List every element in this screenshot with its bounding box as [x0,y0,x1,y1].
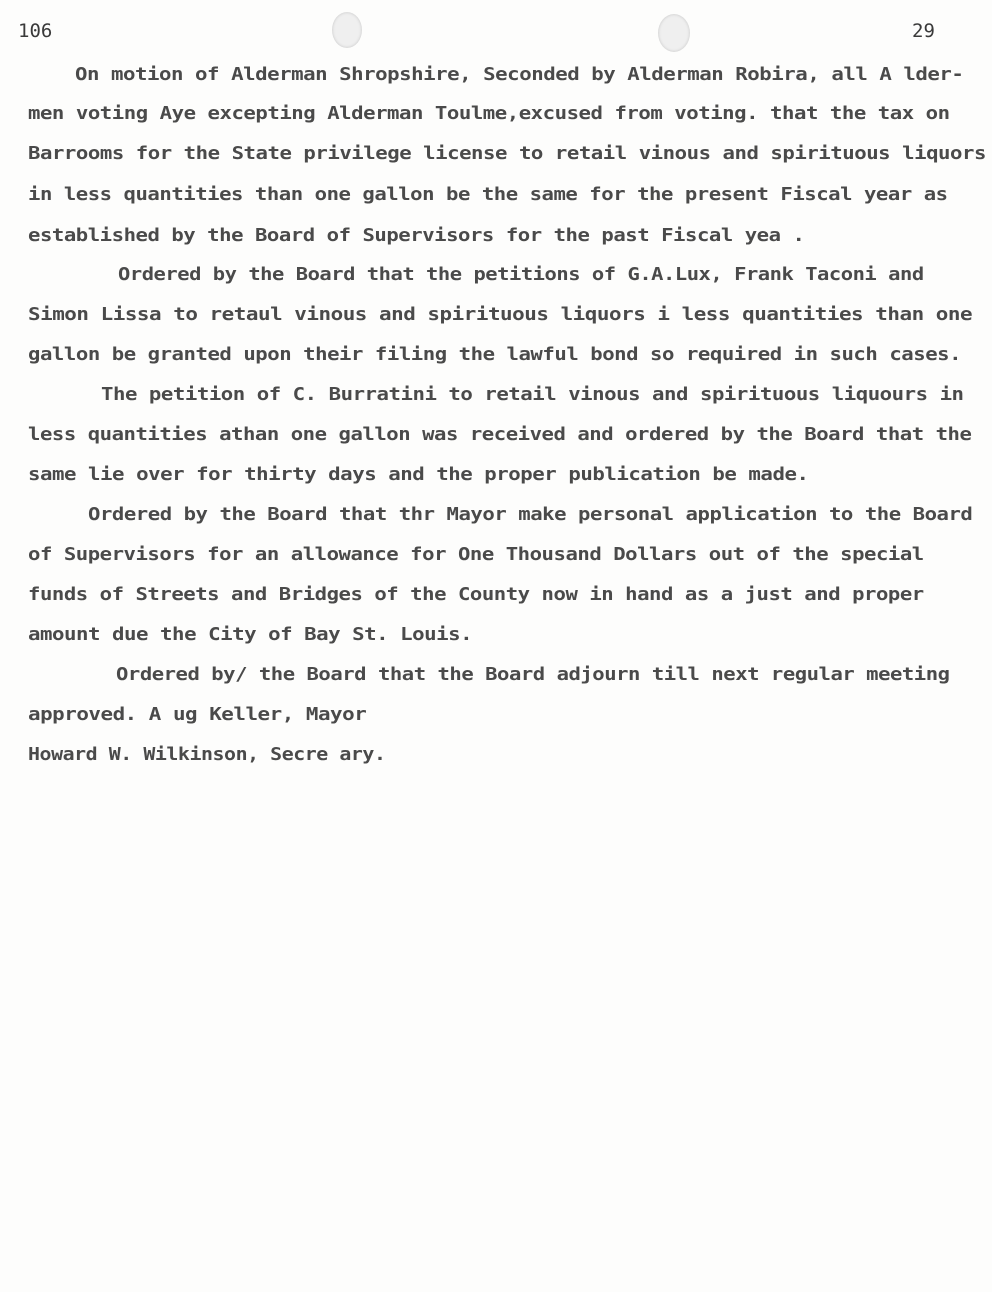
text-line: gallon be granted upon their filing the lawful bond so required in such cases. [28,344,962,365]
text-line: funds of Streets and Bridges of the County now in hand as a just and proper [28,584,924,605]
text-line: same lie over for thirty days and the proper publication be made. [28,464,809,485]
text-line: amount due the City of Bay St. Louis. [28,624,473,645]
text-line: The petition of C. Burratini to retail vinous and spirituous liquours in [101,384,964,405]
text-line: in less quantities than one gallon be the same for the present Fiscal year as [28,184,948,205]
text-line: approved. A ug Keller, Mayor [28,704,367,725]
text-line: less quantities athan one gallon was received and ordered by the Board that the [28,424,972,445]
text-line: Barrooms for the State privilege license to retail vinous and spirituous liquors [28,143,986,164]
text-line: Howard W. Wilkinson, Secre ary. [28,744,386,765]
text-line: men voting Aye excepting Alderman Toulme,excused from voting. that the tax on [28,103,950,124]
text-line: Ordered by the Board that the petitions of G.A.Lux, Frank Taconi and [118,264,924,285]
text-line: of Supervisors for an allowance for One Thousand Dollars out of the special [28,544,924,565]
text-line: Simon Lissa to retaul vinous and spirituous liquors i less quantities than one [28,304,973,325]
page-number-right: 29 [912,20,935,42]
text-line: Ordered by the Board that thr Mayor make personal application to the Board [88,504,973,525]
text-line: Ordered by/ the Board that the Board adjourn till next regular meeting [116,664,950,685]
text-line: On motion of Alderman Shropshire, Seconded by Alderman Robira, all A lder- [75,64,964,85]
punch-hole [658,14,690,52]
punch-hole [332,12,362,48]
page-number-left: 106 [18,20,53,42]
text-line: established by the Board of Supervisors for the past Fiscal yea . [28,225,805,246]
